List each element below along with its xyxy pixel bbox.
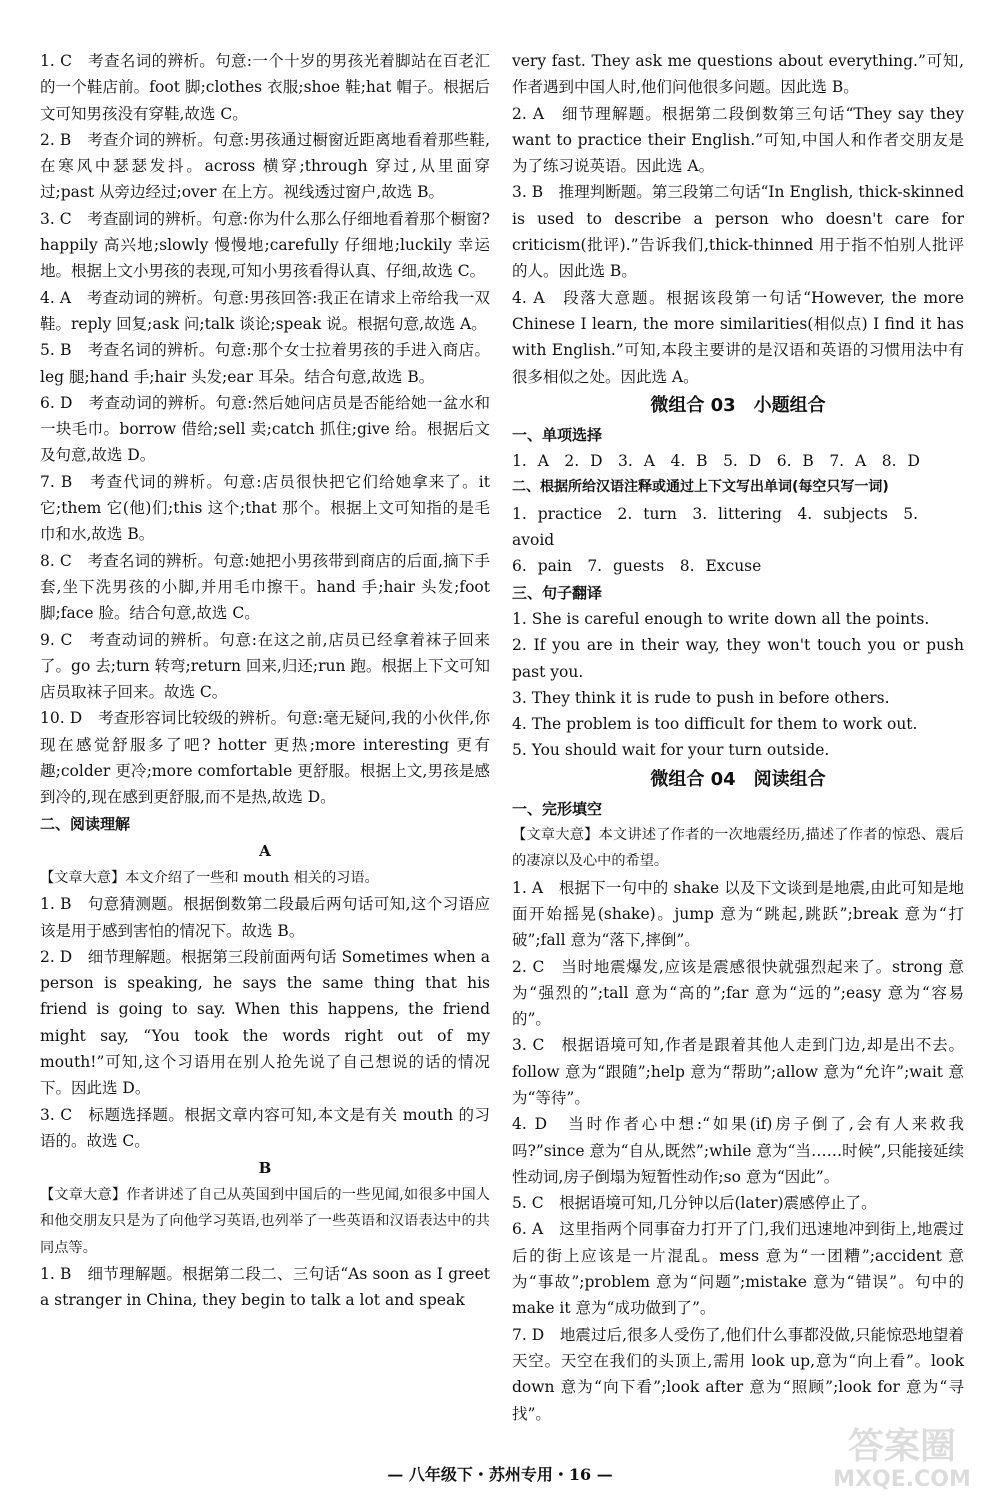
answer-item: 9. C 考查动词的辨析。句意:在这之前,店员已经拿着袜子回来了。go 去;turn 转弯;return 回来,归还;run 跑。根据上下文可知店员取袜子回来。故选 C。 bbox=[40, 630, 490, 702]
answer-item: 3. C 标题选择题。根据文章内容可知,本文是有关 mouth 的习语的。故选 C。 bbox=[40, 1105, 490, 1150]
summary-paragraph: 【文章大意】本文讲述了作者的一次地震经历,描述了作者的惊恐、震后的凄凉以及心中的希望。 bbox=[512, 827, 964, 870]
answer-item: 3. B 推理判断题。第三段第二句话“In English, thick-skinned is used to describe a person who doesn't care for criticism(批评).”告诉我们,thick-thinned 用于指不怕别人批评的人。因此选 B。 bbox=[512, 183, 964, 281]
section-title: 微组合 04 阅读组合 bbox=[650, 768, 826, 790]
answer-item: 7. D 地震过后,很多人受伤了,他们什么事都没做,只能惊恐地望着天空。天空在我们的头顶上,需用 look up,意为“向上看”。look down 意为“向下看”;look after 意为“照顾”;look for 意为“寻找”。 bbox=[512, 1325, 964, 1423]
answer-item: 2. C 当时地震爆发,应该是震感很快就强烈起来了。strong 意为“强烈的”;tall 意为“高的”;far 意为“远的”;easy 意为“容易的”。 bbox=[512, 957, 964, 1029]
section-heading: 一、单项选择 bbox=[512, 425, 603, 444]
section-heading: 三、句子翻译 bbox=[512, 583, 603, 602]
section-heading: 一、完形填空 bbox=[512, 799, 603, 818]
watermark-url: MXQE.COM bbox=[833, 1467, 971, 1492]
answer-item: 4. D 当时作者心中想:“如果(if)房子倒了,会有人来救我吗?”since 意为“自从,既然”;while 意为“当……时候”,只能接延续性动词,房子倒塌为短暂性动作;so 意为“因此”。 bbox=[512, 1115, 964, 1186]
answer-item: very fast. They ask me questions about everything.”可知,作者遇到中国人时,他们问他很多问题。因此选 B。 bbox=[512, 52, 964, 97]
section-heading: 二、根据所给汉语注释或通过上下文写出单词(每空只写一词) bbox=[512, 479, 889, 496]
answer-item: 4. A 段落大意题。根据该段第一句话“However, the more Chinese I learn, the more similarities(相似点) I find it has with English.”可知,本段主要讲的是汉语和英语的习惯用法中有很多相似之处。因此选 A。 bbox=[512, 288, 964, 386]
answer-item: 6. D 考查动词的辨析。句意:然后她问店员是否能给她一盆水和一块毛巾。borrow 借给;sell 卖;catch 抓住;give 给。根据后文及句意,故选 D。 bbox=[40, 393, 490, 465]
answer-item: 3. They think it is rude to push in before others. bbox=[512, 688, 890, 707]
summary-paragraph: 【文章大意】本文介绍了一些和 mouth 相关的习语。 bbox=[40, 869, 379, 886]
section-heading: 二、阅读理解 bbox=[40, 814, 131, 833]
answer-item: 2. D 细节理解题。根据第三段前面两句话 Sometimes when a person is speaking, he says the same thing that his friend is going to say. When this happens, the friend might say, “You took the words right out of my mouth!”可知,这个习语用在别人抢先说了自己想说的话的情况下。因此选 D。 bbox=[40, 947, 490, 1098]
answer-item: 4. The problem is too difficult for them to work out. bbox=[512, 715, 918, 734]
answer-item: 1. C 考查名词的辨析。句意:一个十岁的男孩光着脚站在百老汇的一个鞋店前。foot 脚;clothes 衣服;shoe 鞋;hat 帽子。根据后文可知男孩没有穿鞋,故选 C。 bbox=[40, 52, 490, 123]
answer-item: 7. B 考查代词的辨析。句意:店员很快把它们给她拿来了。it 它;them 它(他)们;this 这个;that 那个。根据上文可知指的是毛巾和水,故选 B。 bbox=[40, 472, 490, 544]
left-column bbox=[40, 48, 490, 1314]
right-column bbox=[512, 48, 964, 1427]
answer-item: 5. You should wait for your turn outside. bbox=[512, 741, 830, 760]
answer-item: 1. She is careful enough to write down all the points. bbox=[512, 609, 930, 628]
answer-item: 2. If you are in their way, they won't touch you or push past you. bbox=[512, 636, 964, 681]
answer-item: 3. C 根据语境可知,作者是跟着其他人走到门边,却是出不去。follow 意为“跟随”;help 意为“帮助”;allow 意为“允许”;wait 意为“等待”。 bbox=[512, 1036, 964, 1107]
answer-row: 1. A 2. D 3. A 4. B 5. D 6. B 7. A 8. D bbox=[512, 452, 920, 471]
answer-item: 4. A 考查动词的辨析。句意:男孩回答:我正在请求上帝给我一双鞋。reply 回复;ask 问;talk 谈论;speak 说。根据句意,故选 A。 bbox=[40, 288, 490, 333]
section-title: 微组合 03 小题组合 bbox=[650, 394, 826, 416]
answer-row: 1. practice 2. turn 3. littering 4. subjects 5. avoid bbox=[512, 504, 919, 550]
watermark-text: 答案圈 bbox=[847, 1426, 957, 1467]
answer-item: 1. A 根据下一句中的 shake 以及下文谈到是地震,由此可知是地面开始摇晃(shake)。jump 意为“跳起,跳跃”;break 意为“打破”;fall 意为“落下,摔倒”。 bbox=[512, 878, 964, 950]
answer-item: 6. A 这里指两个同事奋力打开了门,我们迅速地冲到街上,地震过后的街上应该是一片混乱。mess 意为“一团糟”;accident 意为“事故”;problem 意为“问题”;mistake 意为“错误”。句中的 make it 意为“成功做到了”。 bbox=[512, 1220, 964, 1318]
answer-item: 5. C 根据语境可知,几分钟以后(later)震感停止了。 bbox=[512, 1194, 877, 1213]
summary-paragraph: 【文章大意】作者讲述了自己从英国到中国后的一些见闻,如很多中国人和他交朋友只是为了向他学习英语,也列举了一些英语和汉语表达中的共同点等。 bbox=[40, 1187, 490, 1256]
answer-item: 1. B 细节理解题。根据第二段二、三句话“As soon as I greet a stranger in China, they begin to talk a lot and speak bbox=[40, 1265, 490, 1310]
answer-item: 8. C 考查名词的辨析。句意:她把小男孩带到商店的后面,摘下手套,坐下洗男孩的小脚,并用毛巾擦干。hand 手;hair 头发;foot 脚;face 脸。结合句意,故选 C。 bbox=[40, 551, 490, 623]
watermark-logo bbox=[812, 1420, 992, 1492]
answer-item: 1. B 句意猜测题。根据倒数第二段最后两句话可知,这个习语应该是用于感到害怕的情况下。故选 B。 bbox=[40, 895, 490, 940]
answer-item: 2. A 细节理解题。根据第二段倒数第三句话“They say they want to practice their English.”可知,中国人和作者交朋友是为了练习说英语。因此选 A。 bbox=[512, 104, 964, 176]
passage-label: A bbox=[259, 841, 271, 860]
answer-item: 2. B 考查介词的辨析。句意:男孩通过橱窗近距离地看着那些鞋,在寒风中瑟瑟发抖。across 横穿;through 穿过,从里面穿过;past 从旁边经过;over 在上方。视线透过窗户,故选 B。 bbox=[40, 130, 490, 202]
page-footer: — 八年级下・苏州专用・16 — bbox=[387, 1465, 613, 1484]
answer-row: 6. pain 7. guests 8. Excuse bbox=[512, 557, 762, 576]
answer-item: 10. D 考查形容词比较级的辨析。句意:毫无疑问,我的小伙伴,你现在感觉舒服多了吧? hotter 更热;more interesting 更有趣;colder 更冷;more comfortable 更舒服。根据上文,男孩是感到冷的,现在感到更舒服,而不是热,故选 D。 bbox=[40, 709, 490, 807]
answer-item: 5. B 考查名词的辨析。句意:那个女士拉着男孩的手进入商店。leg 腿;hand 手;hair 头发;ear 耳朵。结合句意,故选 B。 bbox=[40, 341, 490, 386]
answer-item: 3. C 考查副词的辨析。句意:你为什么那么仔细地看着那个橱窗? happily 高兴地;slowly 慢慢地;carefully 仔细地;luckily 幸运地。根据上文小男孩的表现,可知小男孩看得认真、仔细,故选 C。 bbox=[40, 209, 490, 281]
passage-label: B bbox=[258, 1159, 272, 1178]
